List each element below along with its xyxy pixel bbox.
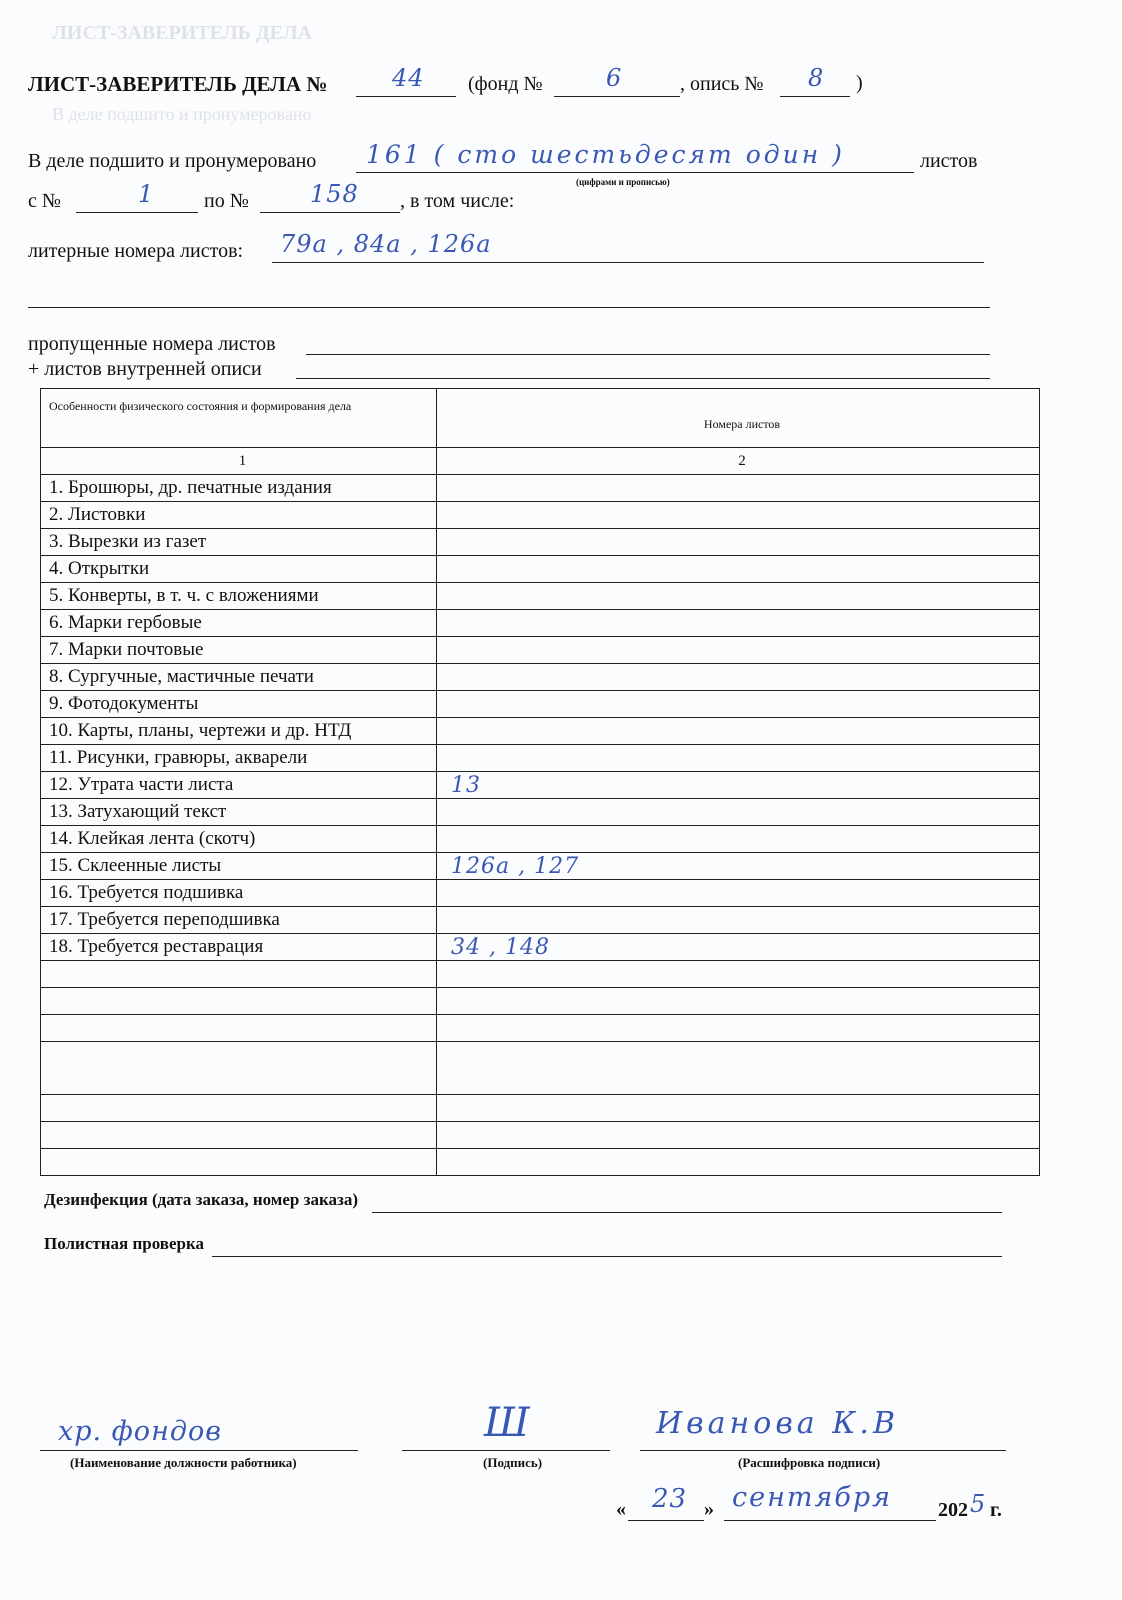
blank-cell: [437, 1149, 1040, 1176]
sheet-numbers-cell: [437, 529, 1040, 556]
table-row: [41, 610, 1040, 637]
including-label: , в том числе:: [400, 190, 515, 212]
condition-label: 14. Клейкая лента (скотч): [41, 826, 437, 853]
table-row: [41, 475, 1040, 502]
sheet-numbers-cell: [437, 880, 1040, 907]
ghost-line: В деле подшито и пронумеровано: [52, 104, 312, 124]
date-day: 23: [652, 1484, 688, 1514]
opis-number: 8: [808, 64, 825, 92]
condition-label: 2. Листовки: [41, 502, 437, 529]
condition-label: 12. Утрата части листа: [41, 772, 437, 799]
signature-caption: (Подпись): [483, 1455, 543, 1470]
inner-label: + листов внутренней описи: [28, 358, 262, 380]
sheet-numbers-value: 34 , 148: [451, 934, 550, 960]
condition-label: 16. Требуется подшивка: [41, 880, 437, 907]
table-row: [41, 934, 1040, 961]
inner-line: [296, 356, 990, 379]
sheet-numbers-cell: [437, 556, 1040, 583]
sheet-numbers-cell: [437, 745, 1040, 772]
blank-cell: [437, 1042, 1040, 1095]
table-row: [41, 637, 1040, 664]
condition-label: 5. Конверты, в т. ч. с вложениями: [41, 583, 437, 610]
condition-label: 9. Фотодокументы: [41, 691, 437, 718]
signature-value: Ш: [484, 1400, 531, 1446]
sheets-hint: (цифрами и прописью): [576, 177, 670, 187]
sheet-numbers-cell: [437, 502, 1040, 529]
letter-numbers-value: 79а , 84а , 126а: [280, 230, 492, 258]
sheet-numbers-cell: [437, 691, 1040, 718]
table-row: [41, 718, 1040, 745]
date-year-prefix: 202: [938, 1499, 968, 1521]
sheet-numbers-cell: [437, 799, 1040, 826]
table-header-row: [41, 389, 1040, 448]
table-row: [41, 529, 1040, 556]
blank-table-row: [41, 1042, 1040, 1095]
table-row: [41, 556, 1040, 583]
table-row: [41, 691, 1040, 718]
sheet-numbers-cell: [437, 475, 1040, 502]
condition-table: [40, 388, 1040, 1176]
condition-label: 10. Карты, планы, чертежи и др. НТД: [41, 718, 437, 745]
missing-line: [306, 332, 990, 355]
date-close-quote: »: [704, 1498, 714, 1520]
col2-header: Номера листов: [437, 389, 1040, 448]
sheets-suffix: листов: [920, 150, 978, 172]
date-open-quote: «: [616, 1498, 626, 1520]
decoding-caption: (Расшифровка подписи): [738, 1455, 881, 1470]
date-year-suffix: 5: [970, 1490, 987, 1518]
blank-cell: [437, 1095, 1040, 1122]
date-month: сентября: [732, 1482, 893, 1513]
date-year-unit: г.: [990, 1499, 1002, 1521]
blank-cell: [41, 1015, 437, 1042]
blank-table-row: [41, 1122, 1040, 1149]
blank-table-row: [41, 988, 1040, 1015]
blank-table-row: [41, 1095, 1040, 1122]
from-label: с №: [28, 190, 61, 212]
blank-cell: [41, 1095, 437, 1122]
blank-cell: [41, 1122, 437, 1149]
check-line: [212, 1234, 1002, 1257]
from-line: [76, 190, 198, 213]
table-number-row: [41, 448, 1040, 475]
blank-cell: [41, 1149, 437, 1176]
condition-label: 15. Склеенные листы: [41, 853, 437, 880]
blank-table-row: [41, 961, 1040, 988]
condition-label: 3. Вырезки из газет: [41, 529, 437, 556]
sheet-numbers-value: 126а , 127: [451, 853, 580, 879]
disinfection-label: Дезинфекция (дата заказа, номер заказа): [44, 1190, 359, 1209]
decoding-value: Иванова К.В: [656, 1406, 900, 1441]
table-row: [41, 772, 1040, 799]
sheet-numbers-cell: [437, 853, 1040, 880]
condition-label: 13. Затухающий текст: [41, 799, 437, 826]
col2-number: 2: [437, 448, 1040, 475]
opis-label: , опись №: [680, 73, 764, 95]
table-row: [41, 853, 1040, 880]
blank-table-row: [41, 1149, 1040, 1176]
blank-cell: [437, 961, 1040, 988]
letter-numbers-line-2: [28, 285, 990, 308]
table-row: [41, 664, 1040, 691]
sheet-numbers-cell: [437, 907, 1040, 934]
to-label: по №: [204, 190, 249, 212]
table-row: [41, 826, 1040, 853]
blank-cell: [41, 961, 437, 988]
letter-numbers-label: литерные номера листов:: [28, 240, 244, 262]
sheet-numbers-cell: [437, 637, 1040, 664]
sheet-numbers-cell: [437, 664, 1040, 691]
condition-label: 4. Открытки: [41, 556, 437, 583]
blank-cell: [437, 988, 1040, 1015]
table-row: [41, 583, 1040, 610]
table-row: [41, 907, 1040, 934]
position-value: хр. фондов: [58, 1416, 222, 1447]
sheet-numbers-cell: [437, 772, 1040, 799]
sheet-numbers-cell: [437, 934, 1040, 961]
form-title: ЛИСТ-ЗАВЕРИТЕЛЬ ДЕЛА №: [28, 72, 328, 96]
fond-number: 6: [606, 64, 623, 92]
sheet-numbers-cell: [437, 826, 1040, 853]
condition-label: 7. Марки почтовые: [41, 637, 437, 664]
blank-cell: [437, 1015, 1040, 1042]
blank-cell: [437, 1122, 1040, 1149]
to-value: 158: [310, 180, 359, 208]
sheet-numbers-cell: [437, 718, 1040, 745]
blank-table-row: [41, 1015, 1040, 1042]
ghost-title: ЛИСТ-ЗАВЕРИТЕЛЬ ДЕЛА: [52, 22, 313, 44]
from-value: 1: [138, 180, 155, 208]
table-row: [41, 502, 1040, 529]
condition-label: 11. Рисунки, гравюры, акварели: [41, 745, 437, 772]
blank-cell: [41, 1042, 437, 1095]
col1-number: 1: [41, 448, 437, 475]
condition-label: 17. Требуется переподшивка: [41, 907, 437, 934]
table-row: [41, 745, 1040, 772]
disinfection-line: [372, 1190, 1002, 1213]
sheets-value: 161 ( сто шестьдесят один ): [366, 140, 845, 169]
condition-label: 6. Марки гербовые: [41, 610, 437, 637]
position-caption: (Наименование должности работника): [70, 1455, 297, 1470]
table-row: [41, 880, 1040, 907]
sheets-label: В деле подшито и пронумеровано: [28, 150, 317, 172]
sheet-numbers-cell: [437, 610, 1040, 637]
condition-label: 18. Требуется реставрация: [41, 934, 437, 961]
close-paren: ): [856, 72, 863, 94]
blank-cell: [41, 988, 437, 1015]
col1-header: Особенности физического состояния и формирования дела: [41, 389, 437, 448]
case-number: 44: [392, 64, 425, 92]
condition-label: 8. Сургучные, мастичные печати: [41, 664, 437, 691]
condition-label: 1. Брошюры, др. печатные издания: [41, 475, 437, 502]
sheet-numbers-cell: [437, 583, 1040, 610]
sheet-numbers-value: 13: [451, 772, 481, 798]
check-label: Полистная проверка: [44, 1234, 205, 1253]
table-row: [41, 799, 1040, 826]
fond-label: (фонд №: [468, 73, 543, 95]
missing-label: пропущенные номера листов: [28, 333, 276, 355]
